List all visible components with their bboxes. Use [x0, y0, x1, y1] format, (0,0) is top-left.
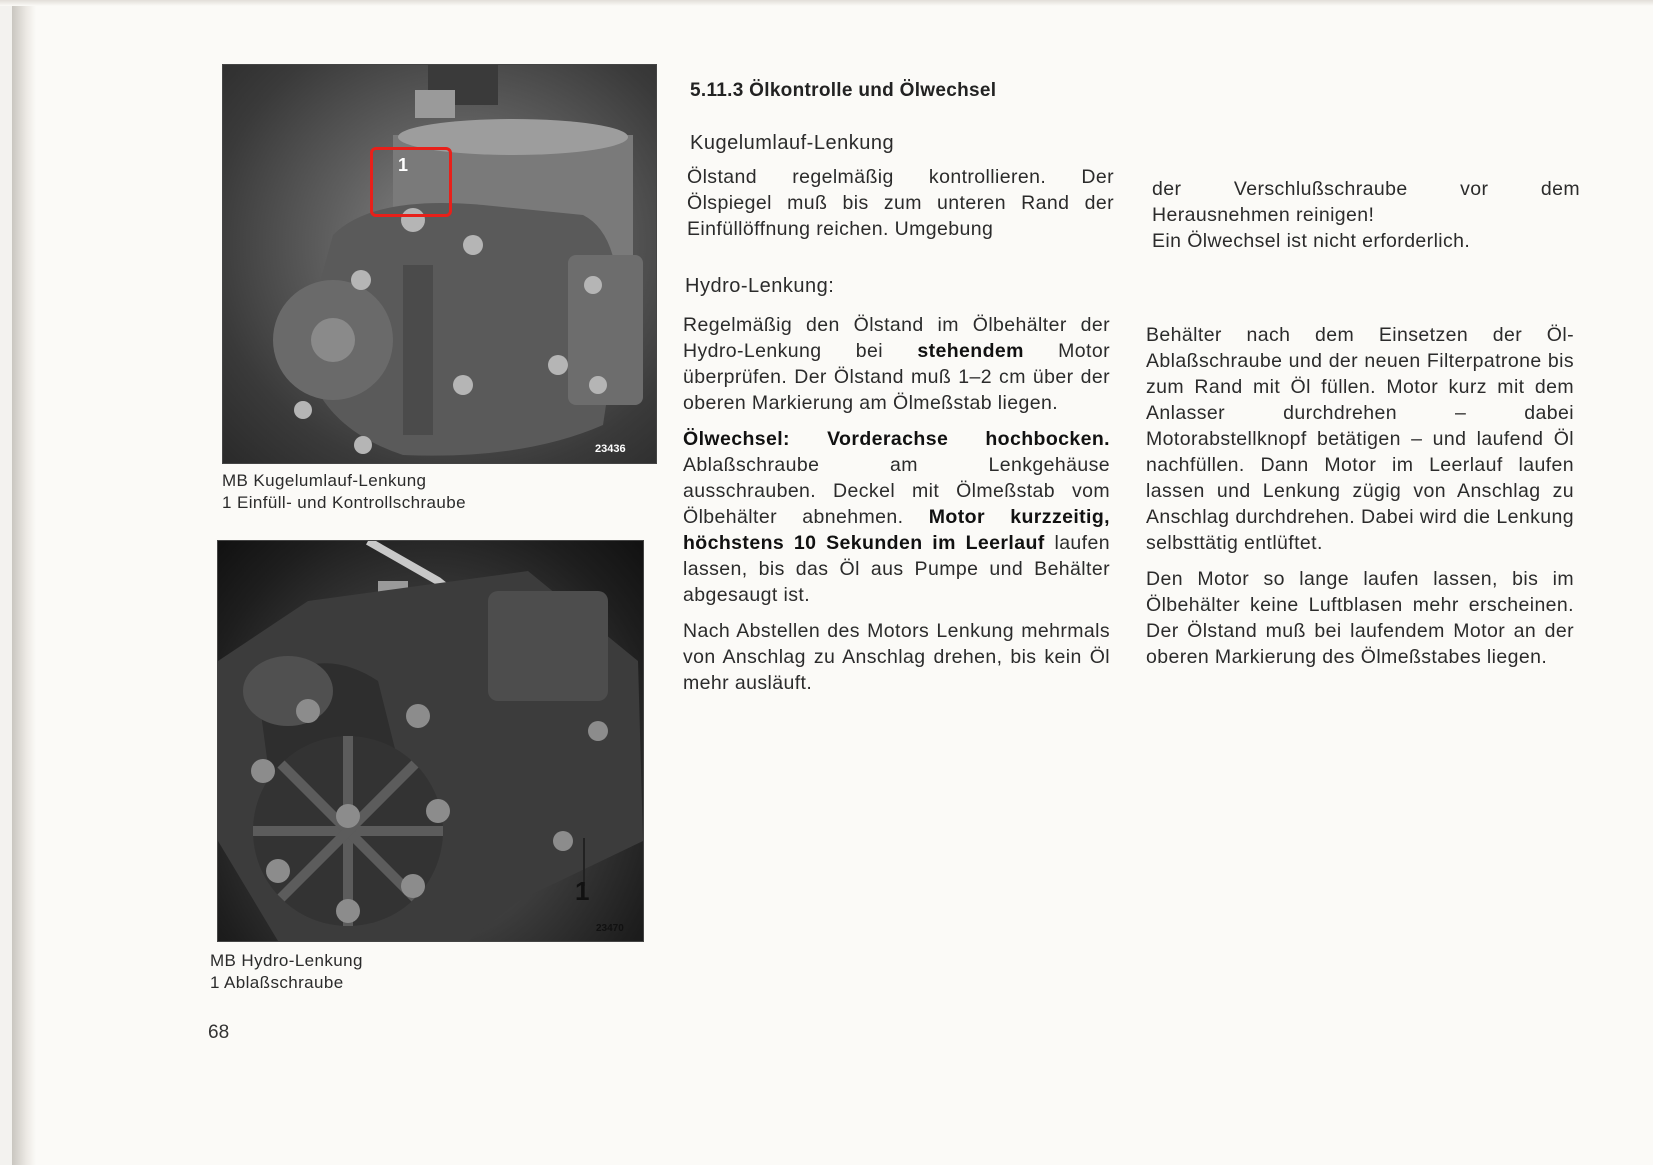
text-column-right-top	[1152, 176, 1580, 264]
page-number: 68	[208, 1022, 230, 1043]
page-top-edge	[0, 0, 1653, 6]
caption-title: MB Kugelumlauf-Lenkung	[222, 471, 427, 490]
paragraph: Nach Abstellen des Motors Lenkung mehrmals von Anschlag zu Anschlag drehen, bis kein Öl mehr ausläuft.	[683, 620, 1110, 694]
caption-item: 1 Ablaßschraube	[210, 973, 344, 992]
photo-number: 23436	[595, 443, 626, 455]
subheading-kugelumlauf: Kugelumlauf-Lenkung	[690, 132, 895, 154]
bold-run: Motor kurzzeitig, höchstens 10 Sekunden im Leerlauf	[683, 506, 1110, 554]
text-column-right	[1146, 322, 1574, 680]
text-run: Ablaßschraube am Lenkgehäuse ausschrauben. Deckel mit Ölmeßstab vom Ölbehälter abnehmen.	[683, 454, 1110, 528]
text-column-left-top	[687, 164, 1114, 252]
paragraph: der Verschlußschraube vor dem Herausnehmen reinigen!	[1152, 178, 1580, 226]
text-run: Regelmäßig den Ölstand im Ölbehälter der Hydro-Lenkung bei	[683, 314, 1110, 362]
paragraph: Den Motor so lange laufen lassen, bis im Ölbehälter keine Luftblasen mehr erscheinen. Der Ölstand muß bei laufendem Motor an der oberen Markierung des Ölmeßstabes liegen.	[1146, 568, 1574, 668]
caption-title: MB Hydro-Lenkung	[210, 951, 363, 970]
paragraph: Ein Ölwechsel ist nicht erforderlich.	[1152, 230, 1471, 252]
page-spine-shadow	[12, 0, 36, 1165]
bold-run: Ölwechsel: Vorderachse hochbocken.	[683, 428, 1110, 450]
text-run: laufen lassen, bis das Öl aus Pumpe und Behälter abgesaugt ist.	[683, 532, 1110, 606]
paragraph: Ölstand regelmäßig kontrollieren. Der Ölspiegel muß bis zum unteren Rand der Einfüllöffnung reichen. Umgebung	[687, 166, 1114, 240]
photo-number: 23470	[596, 923, 624, 934]
bold-run: stehendem	[917, 340, 1024, 362]
highlight-fill-screw-box	[370, 147, 452, 217]
subheading-hydro: Hydro-Lenkung:	[685, 275, 835, 297]
photo-kugelumlauf-lenkung	[222, 64, 657, 464]
marker-drain-screw: 1	[575, 876, 590, 906]
paragraph	[683, 312, 1110, 416]
text-run: Motor überprüfen. Der Ölstand muß 1–2 cm über der oberen Markierung am Ölmeßstab liegen.	[683, 340, 1111, 414]
paragraph: Behälter nach dem Einsetzen der Öl-Ablaßschraube und der neuen Filterpatrone bis zum Rand mit Öl füllen. Motor kurz mit dem Anlasser durchdrehen – dabei Motorabstellknopf betätigen – und laufend Öl nachfüllen. Dann Motor im Leerlauf laufen lassen und Lenkung zügig von Anschlag zu Anschlag durchdrehen. Dabei wird die Lenkung selbsttätig entlüftet.	[1146, 324, 1574, 554]
photo-marker: 1	[398, 155, 409, 175]
text-column-left	[683, 312, 1110, 706]
caption-bottom	[210, 950, 363, 994]
caption-item: 1 Einfüll- und Kontrollschraube	[222, 493, 466, 512]
paragraph	[683, 426, 1110, 608]
section-heading: 5.11.3 Ölkontrolle und Ölwechsel	[690, 80, 997, 101]
caption-top	[222, 470, 466, 514]
